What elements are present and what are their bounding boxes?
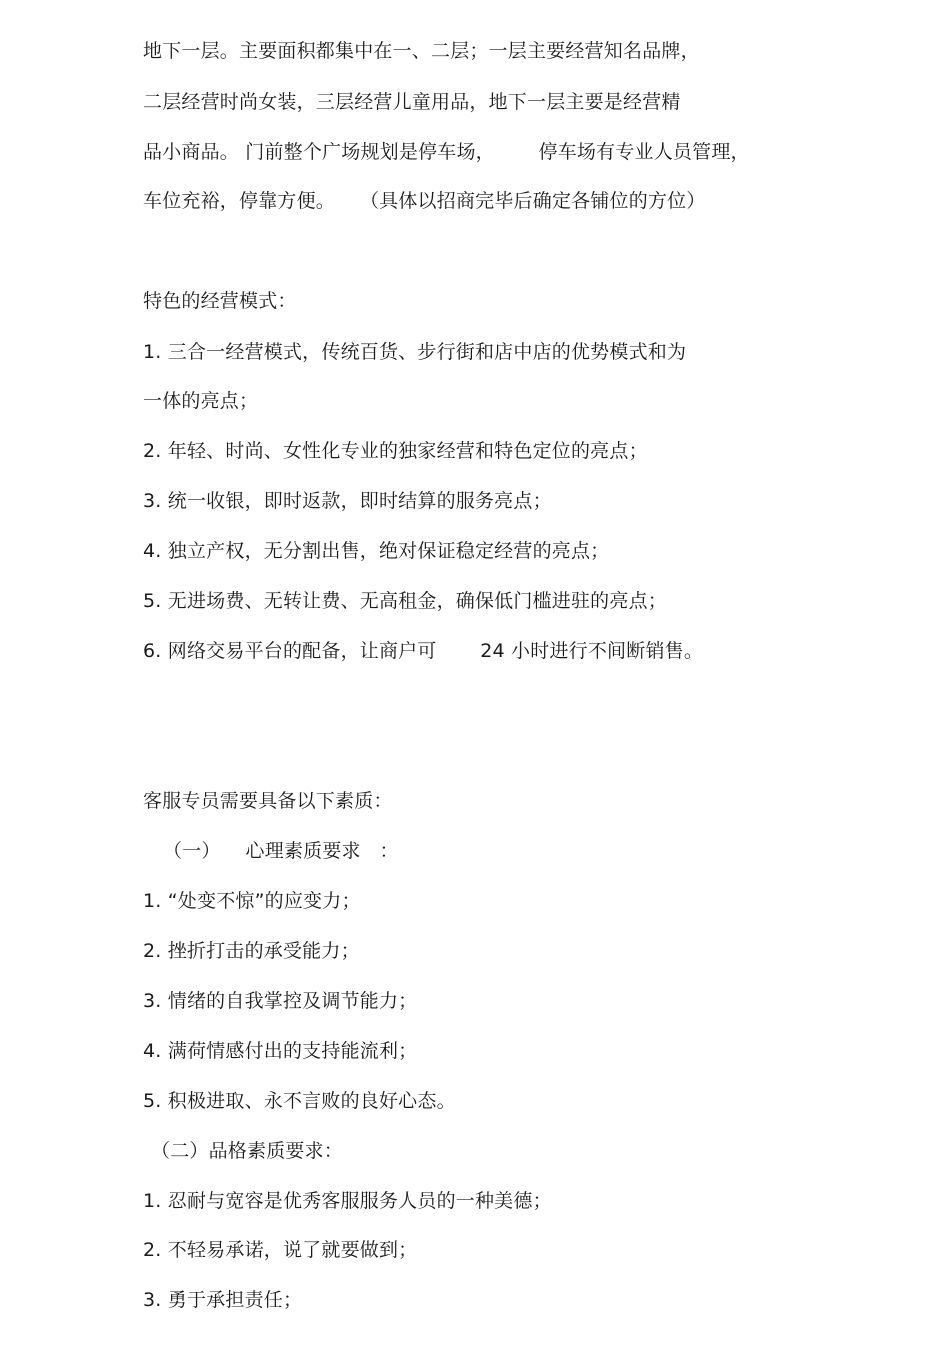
intro-line: 品小商品。 门前整个广场规划是停车场， 停车场有专业人员管理， [143, 141, 750, 163]
service-heading: 客服专员需要具备以下素质： [143, 790, 393, 812]
character-item: 2. 不轻易承诺，说了就要做到； [143, 1239, 418, 1261]
feature-item: 6. 网络交易平台的配备，让商户可 24 小时进行不间断销售。 [143, 640, 704, 662]
intro-line: 二层经营时尚女装，三层经营儿童用品，地下一层主要是经营精 [143, 91, 681, 113]
character-heading: （二）品格素质要求： [151, 1140, 344, 1162]
features-heading: 特色的经营模式： [143, 290, 297, 312]
psych-item: 5. 积极进取、永不言败的良好心态。 [143, 1090, 456, 1112]
intro-line: 地下一层。主要面积都集中在一、二层；一层主要经营知名品牌， [143, 40, 700, 62]
feature-item: 4. 独立产权，无分割出售，绝对保证稳定经营的亮点； [143, 540, 610, 562]
psych-heading: （一） 心理素质要求 ： [163, 840, 399, 862]
feature-item: 2. 年轻、时尚、女性化专业的独家经营和特色定位的亮点； [143, 440, 648, 462]
feature-item: 5. 无进场费、无转让费、无高租金，确保低门槛进驻的亮点； [143, 590, 667, 612]
character-item: 1. 忍耐与宽容是优秀客服服务人员的一种美德； [143, 1190, 552, 1212]
feature-item: 1. 三合一经营模式，传统百货、步行街和店中店的优势模式和为 [143, 341, 687, 363]
psych-item: 2. 挫折打击的承受能力； [143, 940, 360, 962]
feature-item: 一体的亮点； [143, 390, 259, 412]
psych-item: 1. “处变不惊”的应变力； [143, 890, 361, 912]
psych-item: 3. 情绪的自我掌控及调节能力； [143, 990, 418, 1012]
character-item: 3. 勇于承担责任； [143, 1289, 303, 1311]
feature-item: 3. 统一收银，即时返款，即时结算的服务亮点； [143, 490, 552, 512]
psych-item: 4. 满荷情感付出的支持能流利； [143, 1040, 418, 1062]
intro-line: 车位充裕，停靠方便。 （具体以招商完毕后确定各铺位的方位） [143, 190, 706, 212]
